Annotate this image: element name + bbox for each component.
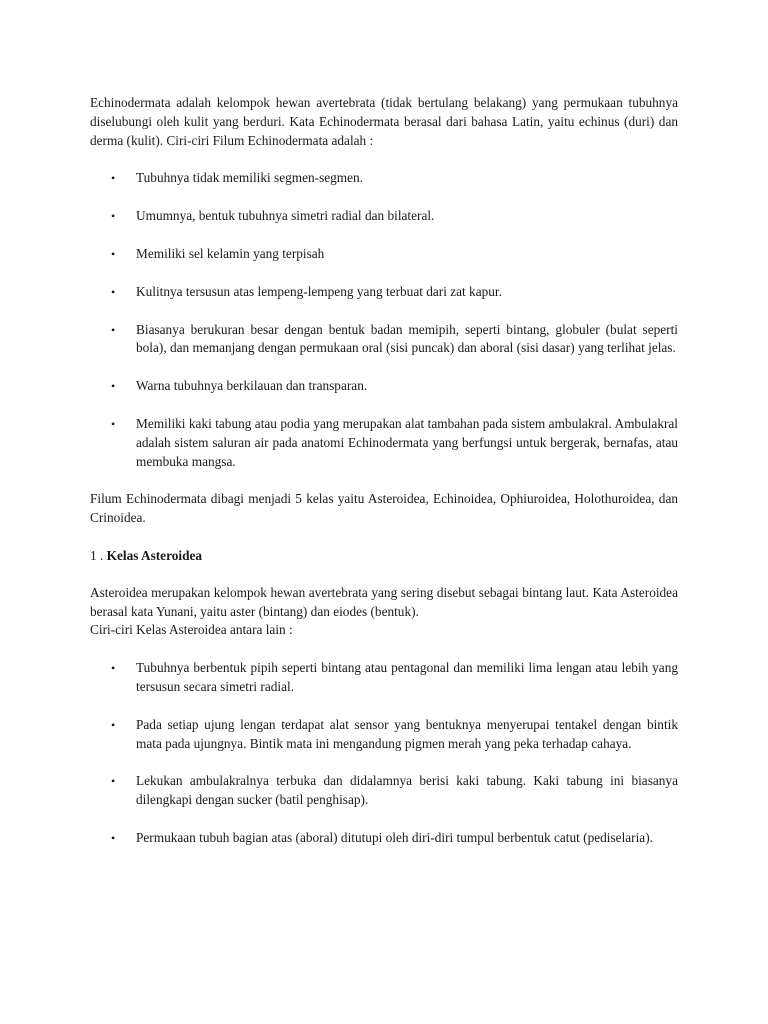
ciri-asteroidea-list xyxy=(90,659,678,848)
section-number: 1 . xyxy=(90,547,104,563)
list-item: • Pada setiap ujung lengan terdapat alat sensor yang bentuknya menyerupai tentakel dengan bintik mata pada ujungnya. Bintik mata ini mengandung pigmen merah yang peka terhadap cahaya. xyxy=(111,716,678,751)
asteroidea-ciri-intro: Ciri-ciri Kelas Asteroidea antara lain : xyxy=(90,622,293,638)
bullet-icon: • xyxy=(111,209,116,224)
document-page xyxy=(90,94,678,867)
list-item: • Tubuhnya tidak memiliki segmen-segmen. xyxy=(90,169,678,188)
list-item: • Memiliki kaki tabung atau podia yang merupakan alat tambahan pada sistem ambulakral. Ambulakral adalah sistem saluran air pada anatomi Echinodermata yang berfungsi untuk bergerak, bernafas, atau membuka mangsa. xyxy=(111,415,678,469)
section-heading xyxy=(90,547,678,566)
bullet-icon: • xyxy=(111,246,116,261)
bullet-icon: • xyxy=(111,284,116,299)
bullet-icon: • xyxy=(111,322,116,337)
list-item: • Memiliki sel kelamin yang terpisah xyxy=(90,245,678,264)
kelas-intro-paragraph: Filum Echinodermata dibagi menjadi 5 kelas yaitu Asteroidea, Echinoidea, Ophiuroidea, Holothuroidea, dan Crinoidea. xyxy=(90,491,678,526)
asteroidea-description: Asteroidea merupakan kelompok hewan avertebrata yang sering disebut sebagai bintang laut. Kata Asteroidea berasal kata Yunani, yaitu aster (bintang) dan eiodes (bentuk). xyxy=(90,584,678,619)
bullet-icon: • xyxy=(111,717,116,732)
bullet-icon: • xyxy=(111,661,116,676)
bullet-icon: • xyxy=(111,830,116,845)
section-title: Kelas Asteroidea xyxy=(106,547,203,563)
list-item: • Umumnya, bentuk tubuhnya simetri radial dan bilateral. xyxy=(90,207,678,226)
bullet-icon: • xyxy=(111,416,116,431)
list-item: • Biasanya berukuran besar dengan bentuk badan memipih, seperti bintang, globuler (bulat seperti bola), dan memanjang dengan permukaan oral (sisi puncak) dan aboral (sisi dasar) yang terlihat jelas. xyxy=(111,321,678,356)
list-item: • Permukaan tubuh bagian atas (aboral) ditutupi oleh diri-diri tumpul berbentuk catut (pediselaria). xyxy=(90,829,678,848)
list-item: • Kulitnya tersusun atas lempeng-lempeng yang terbuat dari zat kapur. xyxy=(90,283,678,302)
list-item: • Warna tubuhnya berkilauan dan transparan. xyxy=(90,377,678,396)
bullet-icon: • xyxy=(111,379,116,394)
list-item: • Tubuhnya berbentuk pipih seperti bintang atau pentagonal dan memiliki lima lengan atau lebih yang tersusun secara simetri radial. xyxy=(111,660,678,694)
list-item: • Lekukan ambulakralnya terbuka dan didalamnya berisi kaki tabung. Kaki tabung ini biasanya dilengkapi dengan sucker (batil penghisap). xyxy=(111,773,678,808)
intro-paragraph: Echinodermata adalah kelompok hewan avertebrata (tidak bertulang belakang) yang permukaan tubuhnya diselubungi oleh kulit yang berduri. Kata Echinodermata berasal dari bahasa Latin, yaitu echinus (duri) dan derma (kulit). Ciri-ciri Filum Echinodermata adalah : xyxy=(90,95,678,148)
bullet-icon: • xyxy=(111,171,116,186)
bullet-icon: • xyxy=(111,774,116,789)
ciri-filum-list xyxy=(90,169,678,471)
